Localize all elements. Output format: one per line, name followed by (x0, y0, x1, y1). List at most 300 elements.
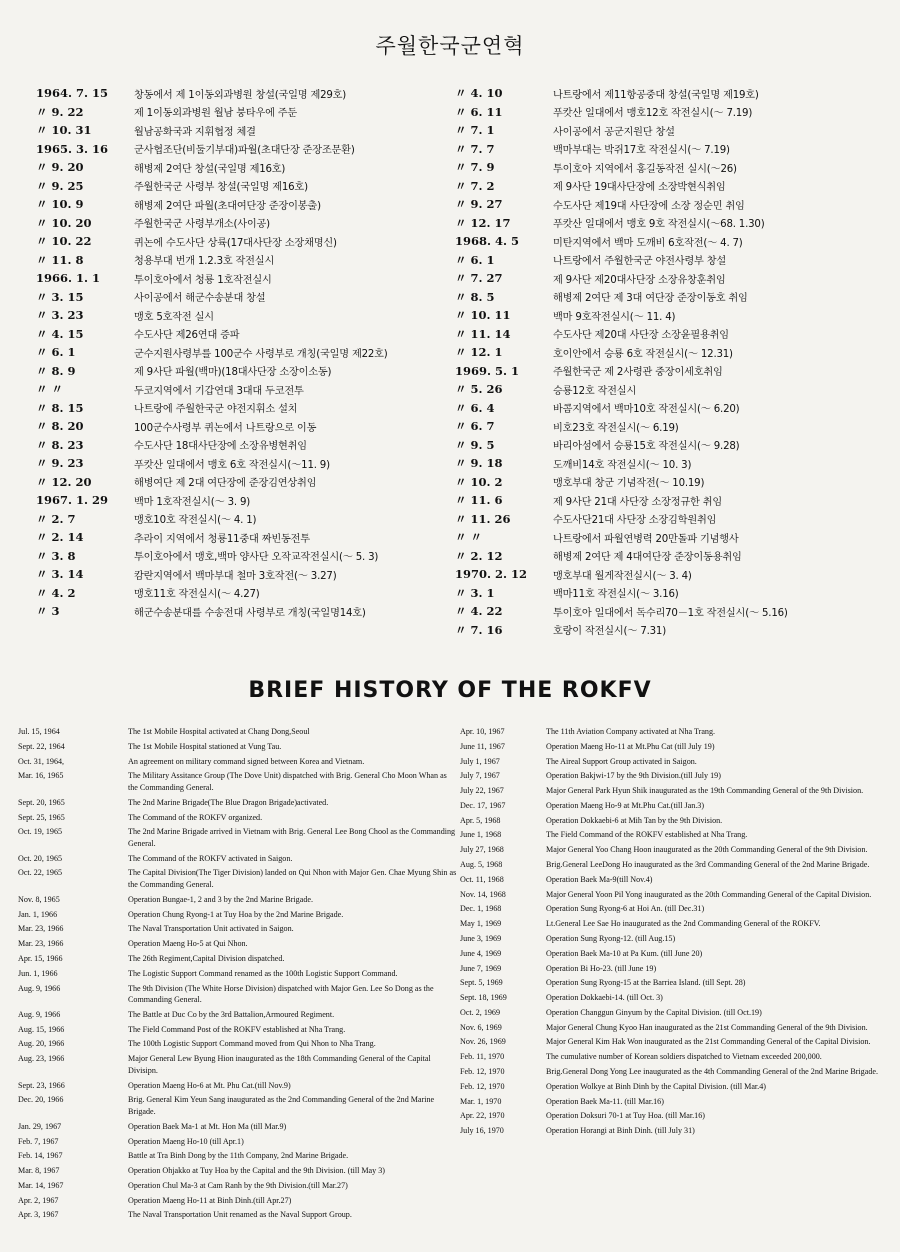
entry-event: Operation Baek Ma-11. (till Mar.16) (546, 1096, 664, 1106)
entry-event: Brig.General Dong Yong Lee inaugurated as the 4th Commanding General of the 2nd Marine Brigade. (546, 1066, 878, 1076)
entry-date: June 7, 1969 (460, 963, 502, 973)
entry-event: Operation Dokkaebi-14. (till Oct. 3) (546, 993, 663, 1003)
entry-event: 맹호10호 작전실시(～ 4. 1) (134, 515, 257, 527)
entry-date: 〃 8. 5 (455, 289, 495, 304)
timeline-entry (36, 491, 456, 510)
timeline-entry (18, 968, 458, 980)
timeline-entry (455, 121, 895, 140)
entry-date: 〃 8. 15 (36, 400, 84, 415)
timeline-entry (18, 1053, 458, 1076)
timeline-entry (460, 1022, 890, 1034)
entry-event: The 100th Logistic Support Command moved from Qui Nhon to Nha Trang. (128, 1039, 376, 1049)
entry-event: The 2nd Marine Brigade(The Blue Dragon Brigade)activated. (128, 797, 329, 807)
entry-date: 〃 2. 12 (455, 548, 503, 563)
entry-date: Sept. 25, 1965 (18, 812, 65, 822)
entry-event: The Capital Division(The Tiger Division) landed on Qui Nhon with Major Gen. Chae Myung Shin as the Commanding General. (128, 868, 457, 890)
timeline-entry (455, 306, 895, 325)
entry-event: The Command of the ROKFV organized. (128, 812, 263, 822)
timeline-entry (455, 602, 895, 621)
entry-date: 〃 11. 14 (455, 326, 511, 341)
entry-date: Jan. 1, 1966 (18, 909, 58, 919)
entry-date: Nov. 14, 1968 (460, 889, 506, 899)
entry-date: Dec. 17, 1967 (460, 800, 506, 810)
entry-date: Nov. 8, 1965 (18, 894, 60, 904)
timeline-entry (18, 894, 458, 906)
entry-event: The 9th Division (The White Horse Division) dispatched with Major Gen. Lee So Dong as the Commanding General. (128, 983, 434, 1005)
entry-date: May 1, 1969 (460, 919, 502, 929)
english-timeline-right (460, 726, 890, 1140)
entry-date: Mar. 16, 1965 (18, 771, 64, 781)
timeline-entry (460, 800, 890, 812)
entry-event: 호랑이 작전실시(～ 7.31) (553, 626, 666, 638)
entry-event: 맹호11호 작전실시(～ 4.27) (134, 589, 260, 601)
timeline-entry (460, 815, 890, 827)
timeline-entry (36, 399, 456, 418)
entry-event: The Battle at Duc Co by the 3rd Battalion,Armoured Regiment. (128, 1009, 335, 1019)
timeline-entry (18, 726, 458, 738)
entry-event: 주월한국군 사령부개소(사이공) (134, 219, 270, 231)
timeline-entry (455, 232, 895, 251)
timeline-entry (455, 454, 895, 473)
entry-event: 맹호부대 월게작전실시(～ 3. 4) (553, 570, 692, 582)
timeline-entry (455, 288, 895, 307)
entry-date: 〃 6. 1 (455, 252, 495, 267)
entry-date: Sept. 23, 1966 (18, 1080, 65, 1090)
timeline-entry (460, 889, 890, 901)
timeline-entry (460, 1096, 890, 1108)
entry-date: Apr. 15, 1966 (18, 953, 63, 963)
entry-date: Sept. 18, 1969 (460, 993, 507, 1003)
entry-event: The 1st Mobile Hospital stationed at Vung Tau. (128, 741, 282, 751)
entry-date: Jun. 1, 1966 (18, 968, 58, 978)
timeline-entry (460, 770, 890, 782)
entry-event: An agreement on military command signed between Korea and Vietnam. (128, 756, 365, 766)
timeline-entry (455, 84, 895, 103)
timeline-entry (18, 1195, 458, 1207)
entry-event: 백마 9호작전실시(～ 11. 4) (553, 311, 676, 323)
entry-event: 백마11호 작전실시(～ 3.16) (553, 589, 679, 601)
entry-event: 수도사단21대 사단장 소장김학원취임 (553, 515, 717, 527)
entry-event: 나트랑에서 파월연병력 20만돌파 기념행사 (553, 533, 739, 545)
timeline-entry (18, 1080, 458, 1092)
entry-event: Operation Sung Ryong-12. (till Aug.15) (546, 933, 676, 943)
entry-date: Mar. 1, 1970 (460, 1096, 502, 1106)
entry-date: 〃 10. 11 (455, 308, 511, 323)
entry-event: 수도사단 제20대 사단장 소장윤필용취임 (553, 330, 729, 342)
timeline-entry (18, 1121, 458, 1133)
entry-event: The Naval Transportation Unit renamed as the Naval Support Group. (128, 1210, 352, 1220)
entry-date: 1964. 7. 15 (36, 86, 109, 101)
timeline-entry (18, 1180, 458, 1192)
entry-date: 〃 9. 5 (455, 437, 495, 452)
timeline-entry (460, 859, 890, 871)
entry-event: Major General Yoon Pil Yong inaugurated as the 20th Commanding General of the Capital Division. (546, 889, 872, 899)
entry-date: 〃 4. 10 (455, 86, 503, 101)
entry-event: 푸캇산 일대에서 맹호 9호 작전실시(～68. 1.30) (553, 219, 765, 231)
entry-date: 〃 6. 1 (36, 345, 76, 360)
entry-event: Operation Baek Ma-1 at Mt. Hon Ma (till Mar.9) (128, 1121, 287, 1131)
entry-date: June 4, 1969 (460, 948, 502, 958)
timeline-entry (460, 1036, 890, 1048)
entry-event: 투이호아에서 청룡 1호작전실시 (134, 274, 272, 286)
entry-date: Mar. 14, 1967 (18, 1180, 64, 1190)
timeline-entry (18, 938, 458, 950)
entry-date: Aug. 9, 1966 (18, 983, 61, 993)
timeline-entry (36, 528, 456, 547)
entry-event: 청용부대 번개 1.2.3호 작전실시 (134, 256, 275, 268)
entry-date: 〃 9. 27 (455, 197, 503, 212)
timeline-entry (18, 909, 458, 921)
timeline-entry (18, 867, 458, 890)
english-timeline-left (18, 726, 458, 1224)
timeline-entry (460, 977, 890, 989)
entry-date: 1970. 2. 12 (455, 567, 528, 582)
entry-event: The Logistic Support Command renamed as the 100th Logistic Support Command. (128, 968, 398, 978)
entry-date: Apr. 22, 1970 (460, 1111, 505, 1121)
entry-date: 〃 7. 9 (455, 160, 495, 175)
entry-date: 〃 〃 (455, 530, 483, 545)
entry-event: 나트랑에 주월한국군 야전지휘소 설치 (134, 404, 298, 416)
entry-event: The Aireal Support Group activated in Saigon. (546, 756, 697, 766)
timeline-entry (36, 195, 456, 214)
entry-date: Mar. 8, 1967 (18, 1166, 60, 1176)
entry-event: Operation Sung Ryong-6 at Hoi An. (till Dec.31) (546, 904, 705, 914)
entry-date: 〃 2. 14 (36, 530, 84, 545)
entry-date: July 16, 1970 (460, 1126, 504, 1136)
timeline-entry (460, 1110, 890, 1122)
entry-date: 〃 11. 8 (36, 252, 84, 267)
timeline-entry (18, 770, 458, 793)
entry-date: 1967. 1. 29 (36, 493, 109, 508)
timeline-entry (36, 251, 456, 270)
timeline-entry (460, 785, 890, 797)
entry-event: Operation Chul Ma-3 at Cam Ranh by the 9th Division.(till Mar.27) (128, 1180, 348, 1190)
timeline-entry (455, 473, 895, 492)
entry-event: The Military Assitance Group (The Dove Unit) dispatched with Brig. General Cho Moon Whan as the Commanding General. (128, 771, 447, 792)
entry-event: 비호23호 작전실시(～ 6.19) (553, 422, 679, 434)
entry-event: The Field Command of the ROKFV established at Nha Trang. (546, 830, 748, 840)
entry-date: 1968. 4. 5 (455, 234, 520, 249)
entry-date: Sept. 20, 1965 (18, 797, 65, 807)
timeline-entry (455, 621, 895, 640)
entry-event: The 2nd Marine Brigade arrived in Vietnam with Brig. General Lee Bong Chool as the Commanding General. (128, 827, 456, 848)
entry-date: June 11, 1967 (460, 741, 505, 751)
entry-date: Apr. 5, 1968 (460, 815, 501, 825)
timeline-entry (36, 473, 456, 492)
english-title: BRIEF HISTORY OF THE ROKFV (248, 678, 652, 703)
timeline-entry (460, 903, 890, 915)
entry-event: 미탄지역에서 백마 도깨비 6호작전(～ 4. 7) (553, 237, 743, 249)
entry-date: Feb. 12, 1970 (460, 1066, 505, 1076)
entry-event: 사이공에서 공군지원단 창설 (553, 126, 675, 138)
entry-date: 〃 7. 1 (455, 123, 495, 138)
timeline-entry (18, 853, 458, 865)
entry-date: 〃 3. 1 (455, 585, 495, 600)
entry-event: 백마부대는 박쥐17호 작전실시(～ 7.19) (553, 145, 730, 157)
entry-date: 〃 4. 15 (36, 326, 84, 341)
timeline-entry (455, 362, 895, 381)
entry-event: 제 9사단 21대 사단장 소장정규한 취임 (553, 496, 723, 508)
entry-date: Oct. 22, 1965 (18, 868, 63, 878)
entry-date: 〃 〃 (36, 382, 64, 397)
entry-event: The 26th Regiment,Capital Division dispatched. (128, 953, 285, 963)
entry-date: 〃 9. 25 (36, 178, 84, 193)
entry-date: 1966. 1. 1 (36, 271, 101, 286)
entry-event: 군수지원사령부를 100군수 사령부로 개칭(국일명 제22호) (134, 348, 388, 360)
timeline-entry (36, 510, 456, 529)
entry-event: 나트랑에서 제11항공중대 창설(국일명 제19호) (553, 89, 759, 101)
entry-event: The 1st Mobile Hospital activated at Chang Dong,Seoul (128, 727, 310, 736)
entry-date: 〃 4. 2 (36, 585, 76, 600)
entry-date: Oct. 2, 1969 (460, 1007, 501, 1017)
timeline-entry (455, 417, 895, 436)
timeline-entry (36, 158, 456, 177)
entry-event: 백마 1호작전실시(～ 3. 9) (134, 496, 251, 508)
entry-event: Operation Bi Ho-23. (till June 19) (546, 963, 657, 973)
timeline-entry (455, 158, 895, 177)
korean-title: 주월한국군연혁 (375, 34, 525, 58)
entry-date: 〃 8. 20 (36, 419, 84, 434)
timeline-entry (455, 177, 895, 196)
entry-date: 〃 8. 9 (36, 363, 76, 378)
entry-event: 해병여단 제 2대 여단장에 준장김연상취임 (134, 478, 317, 490)
entry-date: Aug. 23, 1966 (18, 1054, 65, 1064)
timeline-entry (18, 1038, 458, 1050)
entry-event: 푸캇산 일대에서 맹호12호 작전실시(～ 7.19) (553, 108, 753, 120)
entry-date: 〃 3. 8 (36, 548, 76, 563)
timeline-entry (36, 269, 456, 288)
timeline-entry (455, 528, 895, 547)
entry-date: Dec. 1, 1968 (460, 904, 502, 914)
timeline-entry (455, 510, 895, 529)
entry-date: 〃 3. 15 (36, 289, 84, 304)
timeline-entry (460, 756, 890, 768)
entry-event: 제 1이동외과병원 월남 붕타우에 주둔 (134, 108, 298, 120)
timeline-entry (36, 547, 456, 566)
timeline-entry (36, 584, 456, 603)
entry-event: 해병제 2여단 제 3대 여단장 준장이동호 취임 (553, 293, 748, 305)
entry-date: 〃 3 (36, 604, 60, 619)
entry-date: July 22, 1967 (460, 786, 504, 796)
entry-date: Nov. 6, 1969 (460, 1022, 502, 1032)
entry-date: Feb. 7, 1967 (18, 1136, 59, 1146)
entry-date: Mar. 23, 1966 (18, 939, 64, 949)
timeline-entry (18, 812, 458, 824)
entry-date: 〃 7. 27 (455, 271, 503, 286)
entry-event: 두코지역에서 기갑연대 3대대 두코전투 (134, 385, 304, 397)
entry-date: 〃 4. 22 (455, 604, 503, 619)
entry-event: Major General Yoo Chang Hoon inaugurated as the 20th Commanding General of the 9th Division. (546, 845, 868, 855)
timeline-entry (18, 826, 458, 849)
entry-event: 투이호아 지역에서 홍길동작전 실시(～26) (553, 163, 737, 175)
entry-date: Apr. 2, 1967 (18, 1195, 59, 1205)
timeline-entry (18, 923, 458, 935)
entry-date: 〃 12. 17 (455, 215, 511, 230)
entry-event: 호이안에서 승룡 6호 작전실시(～ 12.31) (553, 348, 733, 360)
entry-event: Operation Maeng Ho-5 at Qui Nhon. (128, 939, 248, 949)
timeline-entry (455, 399, 895, 418)
entry-event: The Naval Transportation Unit activated in Saigon. (128, 924, 294, 934)
entry-date: Oct. 31, 1964, (18, 756, 65, 766)
entry-event: The Command of the ROKFV activated in Saigon. (128, 853, 293, 863)
entry-event: 승룡12호 작전실시 (553, 385, 637, 397)
entry-event: 제 9사단 제20대사단장 소장유창훈취임 (553, 274, 726, 286)
entry-event: Operation Changgun Ginyum by the Capital Division. (till Oct.19) (546, 1007, 762, 1017)
timeline-entry (460, 1081, 890, 1093)
entry-date: Feb. 12, 1970 (460, 1081, 505, 1091)
timeline-entry (18, 1094, 458, 1117)
entry-date: July 7, 1967 (460, 771, 500, 781)
entry-event: 해병제 2여단 제 4대여단장 준장이동용취임 (553, 552, 742, 564)
entry-event: 주월한국군 사령부 창설(국일명 제16호) (134, 182, 308, 194)
entry-event: Major General Chung Kyoo Han inaugurated as the 21st Commanding General of the 9th Division. (546, 1022, 868, 1032)
entry-event: Major General Lew Byung Hion inaugurated as the 18th Commanding General of the Capital Divisipn. (128, 1054, 431, 1075)
entry-event: Operation Maeng Ho-9 at Mt.Phu Cat.(till Jan.3) (546, 800, 705, 810)
entry-date: 〃 9. 18 (455, 456, 503, 471)
entry-date: Oct. 20, 1965 (18, 853, 63, 863)
timeline-entry (36, 602, 456, 621)
timeline-entry (18, 1209, 458, 1221)
entry-date: 〃 7. 2 (455, 178, 495, 193)
entry-event: Brig.General LeeDong Ho inaugurated as the 3rd Commanding General of the 2nd Marine Brigade. (546, 860, 870, 870)
entry-event: 주월한국군 제 2사령관 중장이세호취임 (553, 367, 723, 379)
entry-date: June 3, 1969 (460, 933, 502, 943)
entry-event: Operation Chung Ryong-1 at Tuy Hoa by the 2nd Marine Brigade. (128, 909, 344, 919)
entry-event: 창동에서 제 1이동외과병원 창설(국일명 제29호) (134, 89, 347, 101)
entry-event: Operation Dokkaebi-6 at Mih Tan by the 9th Division. (546, 815, 723, 825)
timeline-entry (18, 1165, 458, 1177)
entry-event: Operation Bakjwi-17 by the 9th Division.(till July 19) (546, 771, 721, 781)
entry-date: Sept. 5, 1969 (460, 978, 503, 988)
entry-date: Apr. 3, 1967 (18, 1210, 59, 1220)
timeline-entry (455, 325, 895, 344)
entry-event: Operation Maeng Ho-11 at Mt.Phu Cat (till July 19) (546, 741, 715, 751)
timeline-entry (455, 584, 895, 603)
timeline-entry (460, 992, 890, 1004)
entry-date: 1969. 5. 1 (455, 363, 520, 378)
entry-date: 〃 6. 11 (455, 104, 503, 119)
timeline-entry (460, 1066, 890, 1078)
entry-event: 바콤지역에서 백마10호 작전실시(～ 6.20) (553, 404, 740, 416)
timeline-entry (36, 454, 456, 473)
entry-date: July 27, 1968 (460, 845, 504, 855)
entry-date: 〃 5. 26 (455, 382, 503, 397)
timeline-entry (36, 121, 456, 140)
timeline-entry (460, 1007, 890, 1019)
timeline-entry (460, 829, 890, 841)
timeline-entry (460, 741, 890, 753)
timeline-entry (18, 797, 458, 809)
timeline-entry (455, 436, 895, 455)
timeline-entry (455, 269, 895, 288)
entry-event: 제 9사단 19대사단장에 소장박현식취임 (553, 182, 726, 194)
entry-event: Operation Doksuri 70-1 at Tuy Hoa. (till Mar.16) (546, 1111, 705, 1121)
timeline-entry (36, 436, 456, 455)
timeline-entry (455, 380, 895, 399)
timeline-entry (36, 325, 456, 344)
entry-event: 투이호아 일대에서 독수리70－1호 작전실시(～ 5.16) (553, 607, 788, 619)
entry-date: Aug. 9, 1966 (18, 1009, 61, 1019)
timeline-entry (36, 232, 456, 251)
timeline-entry (36, 103, 456, 122)
entry-date: Dec. 20, 1966 (18, 1095, 64, 1105)
timeline-entry (460, 948, 890, 960)
timeline-entry (455, 140, 895, 159)
entry-date: 〃 3. 14 (36, 567, 84, 582)
entry-date: 〃 12. 20 (36, 474, 92, 489)
entry-date: 〃 3. 23 (36, 308, 84, 323)
entry-event: 해병제 2여단 창설(국일명 제16호) (134, 163, 286, 175)
entry-date: Jul. 15, 1964 (18, 727, 60, 736)
entry-event: Lt.General Lee Sae Ho inaugurated as the 2nd Commanding General of the ROKFV. (546, 919, 821, 929)
timeline-entry (460, 726, 890, 738)
entry-event: 투이호아에서 맹호,백마 양사단 오작교작전실시(～ 5. 3) (134, 552, 379, 564)
entry-date: Nov. 26, 1969 (460, 1037, 506, 1047)
timeline-entry (36, 288, 456, 307)
entry-date: Jan. 29, 1967 (18, 1121, 62, 1131)
timeline-entry (18, 741, 458, 753)
entry-date: June 1, 1968 (460, 830, 502, 840)
entry-date: Aug. 15, 1966 (18, 1024, 65, 1034)
entry-event: Operation Ohjakko at Tuy Hoa by the Capital and the 9th Division. (till May 3) (128, 1166, 385, 1176)
entry-event: Operation Baek Ma-9(till Nov.4) (546, 874, 653, 884)
timeline-entry (36, 343, 456, 362)
entry-event: 수도사단 18대사단장에 소장유병현취임 (134, 441, 307, 453)
entry-event: Operation Baek Ma-10 at Pa Kum. (till June 20) (546, 948, 703, 958)
timeline-entry (455, 491, 895, 510)
timeline-entry (36, 140, 456, 159)
entry-event: 푸캇산 일대에서 맹호 6호 작전실시(～11. 9) (134, 459, 330, 471)
entry-event: The cumulative number of Korean soldiers dispatched to Vietnam exceeded 200,000. (546, 1052, 822, 1062)
entry-date: July 1, 1967 (460, 756, 500, 766)
timeline-entry (18, 983, 458, 1006)
entry-date: 〃 9. 20 (36, 160, 84, 175)
entry-event: 해군수송분대를 수송전대 사령부로 개칭(국일명14호) (134, 607, 366, 619)
entry-date: Aug. 5, 1968 (460, 860, 503, 870)
entry-event: 제 9사단 파월(백마)(18대사단장 소장이소동) (134, 367, 332, 379)
timeline-entry (455, 214, 895, 233)
entry-event: 바리아섬에서 승룡15호 작전실시(～ 9.28) (553, 441, 740, 453)
korean-timeline-left (36, 84, 456, 621)
entry-event: 군사협조단(비둘기부대)파월(초대단장 준장조문환) (134, 145, 355, 157)
entry-event: 나트랑에서 주월한국군 야전사령부 창설 (553, 256, 727, 268)
entry-event: 수도사단 제19대 사단장에 소장 정순민 취임 (553, 200, 745, 212)
timeline-entry (18, 756, 458, 768)
entry-event: 퀴논에 수도사단 상륙(17대사단장 소장채명신) (134, 237, 337, 249)
timeline-entry (455, 103, 895, 122)
entry-date: 〃 10. 22 (36, 234, 92, 249)
entry-date: 〃 10. 2 (455, 474, 503, 489)
entry-event: Major General Kim Hak Won inaugurated as the 21st Commanding General of the Capital Division. (546, 1037, 871, 1047)
entry-event: 도깨비14호 작전실시(～ 10. 3) (553, 459, 692, 471)
entry-date: 〃 10. 9 (36, 197, 84, 212)
entry-event: 사이공에서 해군수송분대 창설 (134, 293, 266, 305)
entry-date: 〃 10. 31 (36, 123, 92, 138)
timeline-entry (455, 343, 895, 362)
timeline-entry (36, 380, 456, 399)
entry-event: Operation Sung Ryong-15 at the Barriea Island. (till Sept. 28) (546, 978, 746, 988)
entry-event: 맹호부대 창군 기념작전(～ 10.19) (553, 478, 705, 490)
timeline-entry (36, 84, 456, 103)
entry-event: The 11th Aviation Company activated at Nha Trang. (546, 727, 716, 736)
timeline-entry (460, 933, 890, 945)
entry-date: 〃 7. 16 (455, 622, 503, 637)
entry-event: Brig. General Kim Yeun Sang inaugurated as the 2nd Commanding General of the 2nd Marine Brigade. (128, 1095, 435, 1116)
timeline-entry (36, 177, 456, 196)
timeline-entry (18, 1136, 458, 1148)
timeline-entry (455, 251, 895, 270)
entry-event: The Field Command Post of the ROKFV established at Nha Trang. (128, 1024, 346, 1034)
